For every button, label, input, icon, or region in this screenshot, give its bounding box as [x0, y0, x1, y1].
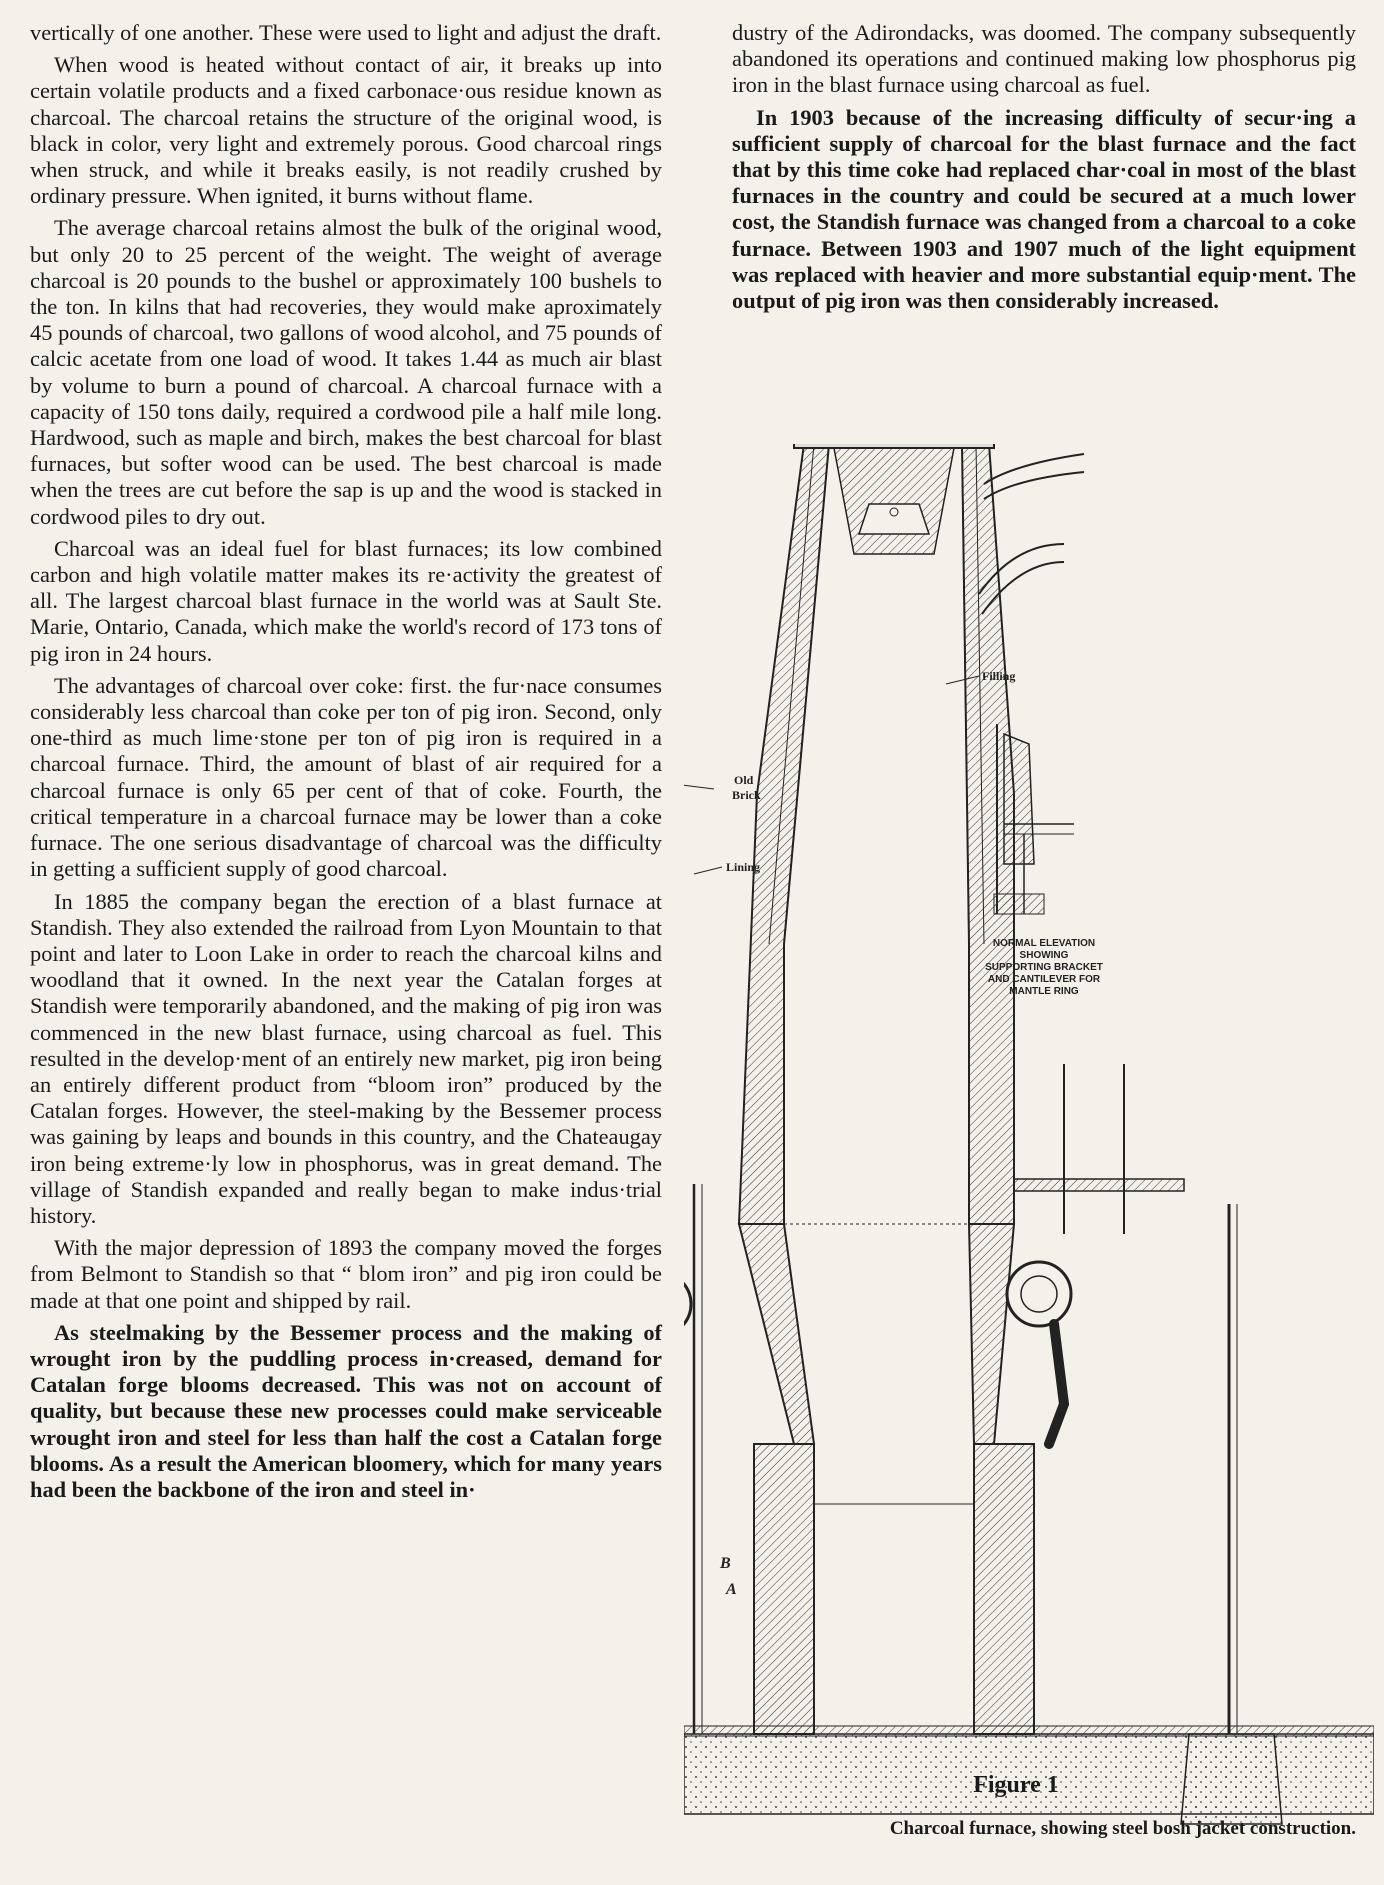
furnace-figure	[684, 444, 1374, 1864]
platform	[1014, 1179, 1184, 1191]
paragraph: When wood is heated without contact of air, it breaks up into certain volatile products and a fixed carbonace·ous residue known as charcoal. The charcoal retains the structure of the original wood, is black in color, very light and extremely porous. Good charcoal rings when struck, and while it breaks easily, is not readily crushed by ordinary pressure. When ignited, it burns without flame.	[30, 52, 662, 209]
furnace-drawing	[684, 444, 1374, 1864]
column-footing	[1181, 1734, 1282, 1824]
paragraph: With the major depression of 1893 the company moved the forges from Belmont to Standish so that “ blom iron” and pig iron could be made at that one point and shipped by rail.	[30, 1235, 662, 1313]
paragraph: The advantages of charcoal over coke: first. the fur·nace consumes considerably less charcoal than coke per ton of pig iron. Second, only one-third as much lime·stone per ton of pig iron is required in a charcoal furnace. Third, the amount of blast of air required for a charcoal furnace is only 65 per cent of that of coke. Fourth, the critical temperature in a charcoal furnace may be lower than a coke furnace. The one serious disadvantage of charcoal was the difficulty in getting a sufficient supply of good charcoal.	[30, 672, 662, 882]
hearth-left	[754, 1444, 814, 1734]
figure-caption: Charcoal furnace, showing steel bosh jacket construction.	[889, 1818, 1356, 1839]
svg-text:SUPPORTING BRACKET: SUPPORTING BRACKET	[985, 962, 1103, 973]
hearth-right	[974, 1444, 1034, 1734]
paragraph: As steelmaking by the Bessemer process and the making of wrought iron by the puddling process in·creased, demand for Catalan forge blooms decreased. This was not on account of quality, but because these new processes could make serviceable wrought iron and steel for less than half the cost a Catalan forge blooms. As a result the American bloomery, which for many years had been the backbone of the iron and steel in·	[30, 1319, 662, 1502]
left-column	[30, 20, 662, 1509]
label-old-brick-2: Brick	[732, 788, 761, 802]
svg-text:AND CANTILEVER FOR: AND CANTILEVER FOR	[987, 974, 1101, 985]
inset-label: NORMAL ELEVATION	[992, 938, 1096, 949]
label-filling: Filling	[982, 669, 1016, 683]
paragraph: In 1903 because of the increasing difficulty of secur·ing a sufficient supply of charcoal for the blast furnace and the fact that by this time coke had replaced char·coal in most of the blast furnaces in the country and could be secured at a much lower cost, the Standish furnace was changed from a charcoal to a coke furnace. Between 1903 and 1907 much of the light equipment was replaced with heavier and more substantial equip·ment. The output of pig iron was then considerably increased.	[732, 104, 1356, 314]
paragraph: Charcoal was an ideal fuel for blast furnaces; its low combined carbon and high volatile matter makes its re·activity the greatest of all. The largest charcoal blast furnace in the world was at Sault Ste. Marie, Ontario, Canada, which make the world's record of 173 tons of pig iron in 24 hours.	[30, 535, 662, 666]
paragraph: The average charcoal retains almost the bulk of the original wood, but only 20 to 25 percent of the weight. The weight of average charcoal is 20 pounds to the bushel or approximately 100 bushels to the ton. In kilns that had recoveries, they would make aproximately 45 pounds of charcoal, two gallons of wood alcohol, and 75 pounds of calcic acetate from one load of wood. It takes 1.44 as much air blast by volume to burn a pound of charcoal. A charcoal furnace with a capacity of 150 tons daily, required a cordwood pile a half mile long. Hardwood, such as maple and birch, makes the best charcoal for blast furnaces, but softer wood can be used. The best charcoal is made when the trees are cut before the sap is up and the wood is stacked in cordwood piles to dry out.	[30, 215, 662, 529]
bustle-pipe-left	[684, 1272, 691, 1336]
left-bosh	[739, 1224, 814, 1444]
label-b: B	[720, 1555, 731, 1572]
figure-title: Figure 1	[973, 1772, 1059, 1798]
paragraph: vertically of one another. These were used to light and adjust the draft.	[30, 20, 662, 45]
svg-text:MANTLE RING: MANTLE RING	[1009, 986, 1079, 997]
paragraph: In 1885 the company began the erection of a blast furnace at Standish. They also extended the railroad from Lyon Mountain to that point and later to Loon Lake in order to reach the charcoal kilns and woodland that it owned. In the next year the Catalan forges at Standish were temporarily abandoned, and the making of pig iron was commenced in the new blast furnace, using charcoal as fuel. This resulted in the develop·ment of an entirely new market, pig iron being an entirely different product from “bloom iron” produced by the Catalan forges. However, the steel-making by the Bessemer process was gaining by leaps and bounds in this country, and the Chateaugay iron being extreme·ly low in phosphorus, was in great demand. The village of Standish expanded and really began to make indus·trial history.	[30, 888, 662, 1228]
tuyere-stock	[1049, 1324, 1064, 1444]
paragraph: dustry of the Adirondacks, was doomed. The company subsequently abandoned its operations and continued making low phosphorus pig iron in the blast furnace using charcoal as fuel.	[732, 20, 1356, 98]
svg-text:SHOWING: SHOWING	[1019, 950, 1069, 961]
bustle-pipe-right	[1007, 1262, 1071, 1326]
label-a: A	[726, 1581, 737, 1598]
right-bosh	[969, 1224, 1014, 1444]
right-column	[732, 20, 1356, 320]
label-lining: Lining	[726, 860, 761, 874]
label-old-brick-1: Old	[734, 773, 754, 787]
hopper	[834, 448, 954, 554]
left-wall	[739, 444, 829, 1224]
